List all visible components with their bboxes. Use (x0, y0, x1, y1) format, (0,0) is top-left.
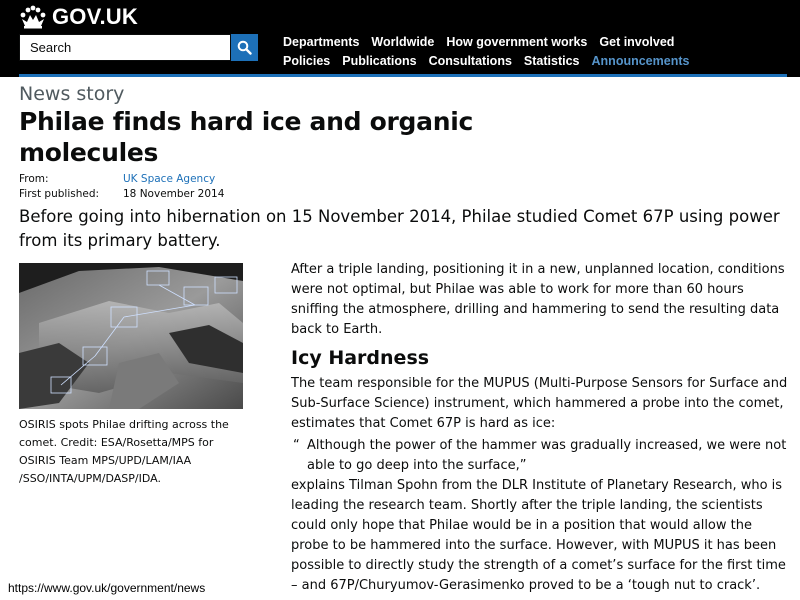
blockquote (291, 436, 791, 476)
nav-worldwide[interactable]: Worldwide (371, 34, 435, 49)
header-rule (19, 74, 787, 77)
nav-consultations[interactable]: Consultations (428, 53, 512, 68)
nav-policies[interactable]: Policies (283, 53, 331, 68)
article-metadata (19, 172, 224, 202)
search-field[interactable] (19, 34, 231, 61)
quote-mark: “ (293, 438, 300, 453)
crown-icon (19, 5, 47, 29)
nav-how-government-works[interactable]: How government works (446, 34, 588, 49)
logo-text: GOV.UK (52, 4, 138, 29)
body-paragraph-2: The team responsible for the MUPUS (Multi-Purpose Sensors for Surface and Sub-Surface Science) instrument, which hammered a probe into the comet, estimates that Comet 67P is hard as ice: (291, 376, 788, 431)
content-type-label: News story (19, 83, 125, 105)
body-paragraph-1: After a triple landing, positioning it in a new, unplanned location, conditions were not optimal, but Philae was able to work for more than 60 hours sniffing the atmosphere, drilling and hammering to send the resulting data back to Earth. (291, 262, 785, 337)
search-icon (237, 40, 252, 55)
image-caption: OSIRIS spots Philae drifting across the comet. Credit: ESA/Rosetta/MPS for OSIRIS Team MPS/UPD/LAM/IAA /SSO/INTA/UPM/DASP/IDA. (19, 418, 229, 485)
nav-publications[interactable]: Publications (342, 53, 417, 68)
search-button[interactable] (231, 34, 258, 61)
page-title: Philae finds hard ice and organic molecules (19, 107, 473, 167)
nav-statistics[interactable]: Statistics (523, 53, 580, 68)
nav-row-secondary (283, 51, 793, 70)
nav-get-involved[interactable]: Get involved (599, 34, 675, 49)
article-body (291, 260, 791, 596)
published-label: First published: (19, 188, 100, 200)
published-date: 18 November 2014 (123, 188, 225, 200)
body-paragraph-3: explains Tilman Spohn from the DLR Institute of Planetary Research, who is leading the research team. Shortly after the triple landing, the scientists could only hope that Philae would be in a position that would allow the probe to be hammered into the surface. However, with MUPUS it has been possible to directly study the strength of a comet’s surface for the first time – and 67P/Churyumov-Gerasimenko proved to be a ‘tough nut to crack’. (291, 478, 786, 593)
nav-row-primary (283, 32, 793, 51)
comet-image (19, 263, 243, 409)
nav-departments[interactable]: Departments (283, 34, 360, 49)
status-bar-url: https://www.gov.uk/government/news (4, 581, 209, 595)
govuk-logo[interactable] (19, 4, 138, 30)
section-heading-icy-hardness: Icy Hardness (291, 347, 430, 369)
main-navigation (283, 32, 793, 70)
quote-text: Although the power of the hammer was gradually increased, we were not able to go deep into the surface,” (307, 438, 787, 473)
nav-announcements[interactable]: Announcements (591, 53, 690, 68)
lead-paragraph: Before going into hibernation on 15 November 2014, Philae studied Comet 67P using power from its primary battery. (19, 207, 780, 250)
site-header (0, 0, 800, 77)
comet-surface-photo (19, 263, 243, 409)
organisation-link[interactable]: UK Space Agency (123, 173, 216, 185)
from-label: From: (19, 173, 49, 185)
search-input[interactable] (20, 35, 230, 60)
